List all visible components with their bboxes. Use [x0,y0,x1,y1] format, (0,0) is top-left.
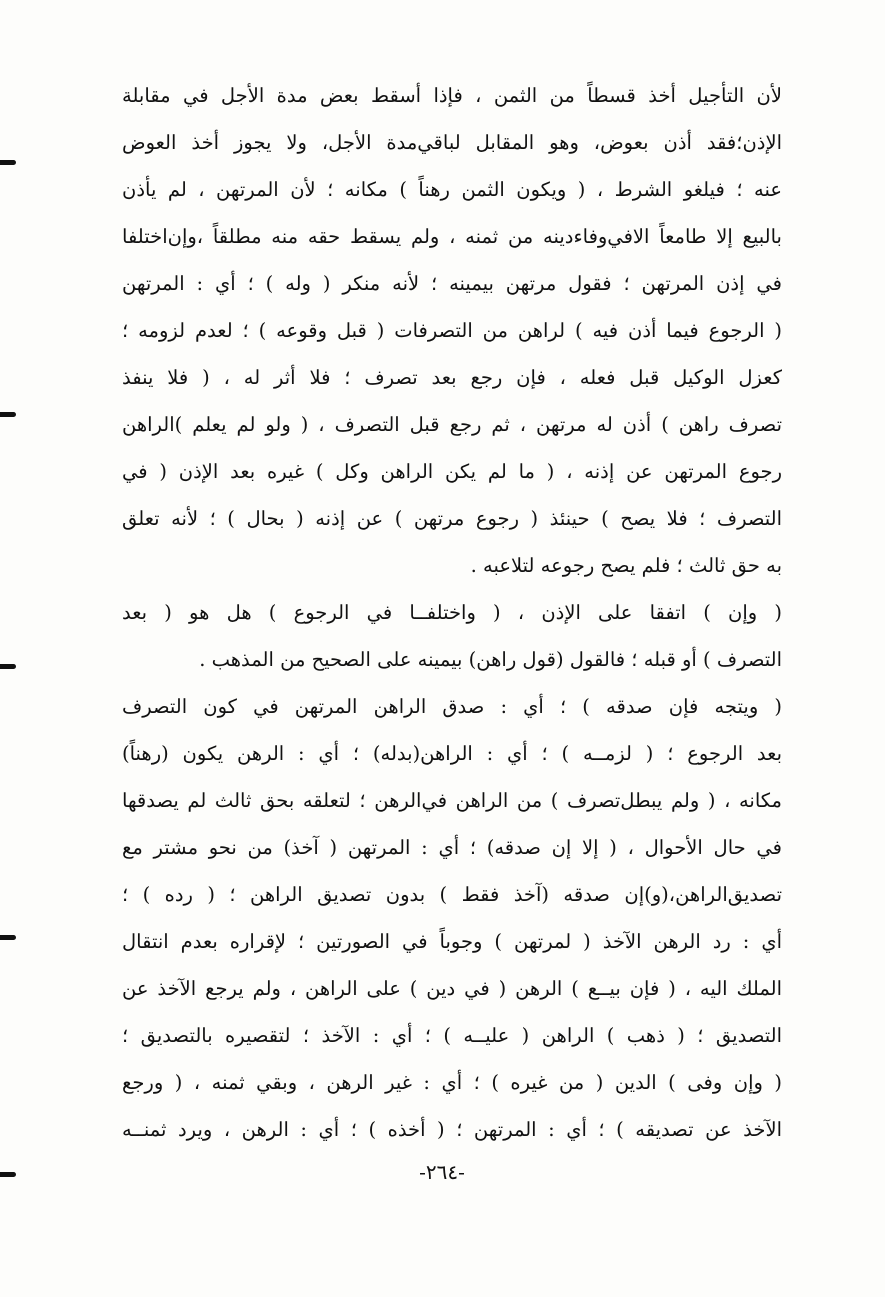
text-line: الإذن؛فقد أذن بعوض، وهو المقابل لباقي‌مدة الأجل، ولا يجوز أخذ العوض [122,131,782,154]
text-line: رجوع المرتهن عن إذنه ، ( ما لم يكن الراهن وكل ) غيره بعد الإذن ( في [122,460,782,483]
margin-mark [0,664,16,669]
text-line: بالبيع إلا طامعاً الافي‌وفاءدينه من ثمنه ، ولم يسقط حقه منه مطلقاً ،وإن‌اختلفا [122,225,782,248]
margin-mark [0,160,16,165]
text-line: مكانه ، ( ولم يبطل‌تصرف ) من الراهن في‌الرهن ؛ لتعلقه بحق ثالث لم يصدقها [122,789,782,812]
margin-mark [0,935,16,940]
text-line: الملك اليه ، ( فإن بيــع ) الرهن ( في دين ) على الراهن ، ولم يرجع الآخذ عن [122,977,782,1000]
text-line: في حال الأحوال ، ( إلا إن صدقه) ؛ أي : المرتهن ( آخذ) من نحو مشتر مع [122,836,782,859]
text-line: ( وإن وفى ) الدين ( من غيره ) ؛ أي : غير الرهن ، وبقي ثمنه ، ( ورجع [122,1071,782,1094]
text-line: عنه ؛ فيلغو الشرط ، ( ويكون الثمن رهناً ) مكانه ؛ لأن المرتهن ، لم يأذن [122,178,782,201]
text-line: ( ويتجه فإن صدقه ) ؛ أي : صدق الراهن المرتهن في كون التصرف [122,695,782,718]
text-line: كعزل الوكيل قبل فعله ، فإن رجع بعد تصرف ؛ فلا أثر له ، ( فلا ينفذ [122,366,782,389]
margin-mark [0,412,16,417]
body-text [122,72,782,1153]
text-line: تصرف راهن ) أذن له مرتهن ، ثم رجع قبل التصرف ، ( ولو لم يعلم )الراهن [122,413,782,436]
text-line: تصديق‌الراهن،(و)إن صدقه (آخذ فقط ) بدون تصديق الراهن ؛ ( رده ) ؛ [122,883,782,906]
text-line: لأن التأجيل أخذ قسطاً من الثمن ، فإذا أسقط بعض مدة الأجل في مقابلة [122,84,782,107]
text-line: التصرف ؛ فلا يصح ) حينئذ ( رجوع مرتهن ) عن إذنه ( بحال ) ؛ لأنه تعلق [122,507,782,530]
text-line: ( وإن ) اتفقا على الإذن ، ( واختلفــا في الرجوع ) هل هو ( بعد [122,601,782,624]
text-line: في إذن المرتهن ؛ فقول مرتهن بيمينه ؛ لأنه منكر ( وله ) ؛ أي : المرتهن [122,272,782,295]
text-line: التصديق ؛ ( ذهب ) الراهن ( عليــه ) ؛ أي : الآخذ ؛ لتقصيره بالتصديق ؛ [122,1024,782,1047]
text-line: الآخذ عن تصديقه ) ؛ أي : المرتهن ؛ ( أخذه ) ؛ أي : الرهن ، ويرد ثمنــه [122,1118,782,1141]
text-line: بعد الرجوع ؛ ( لزمــه ) ؛ أي : الراهن(بدله) ؛ أي : الرهن يكون (رهناً) [122,742,782,765]
text-line: ( الرجوع فيما أذن فيه ) لراهن من التصرفات ( قبل وقوعه ) ؛ لعدم لزومه ؛ [122,319,782,342]
text-line: أي : رد الرهن الآخذ ( لمرتهن ) وجوباً في الصورتين ؛ لإقراره بعدم انتقال [122,930,782,953]
paragraph-end-line: به حق ثالث ؛ فلم يصح رجوعه لتلاعبه . [470,554,782,577]
paragraph-end-line: التصرف ) أو قبله ؛ فالقول (قول راهن) بيمينه على الصحيح من المذهب . [199,648,782,671]
page-number: -٢٦٤- [419,1160,465,1184]
margin-mark [0,1172,16,1177]
